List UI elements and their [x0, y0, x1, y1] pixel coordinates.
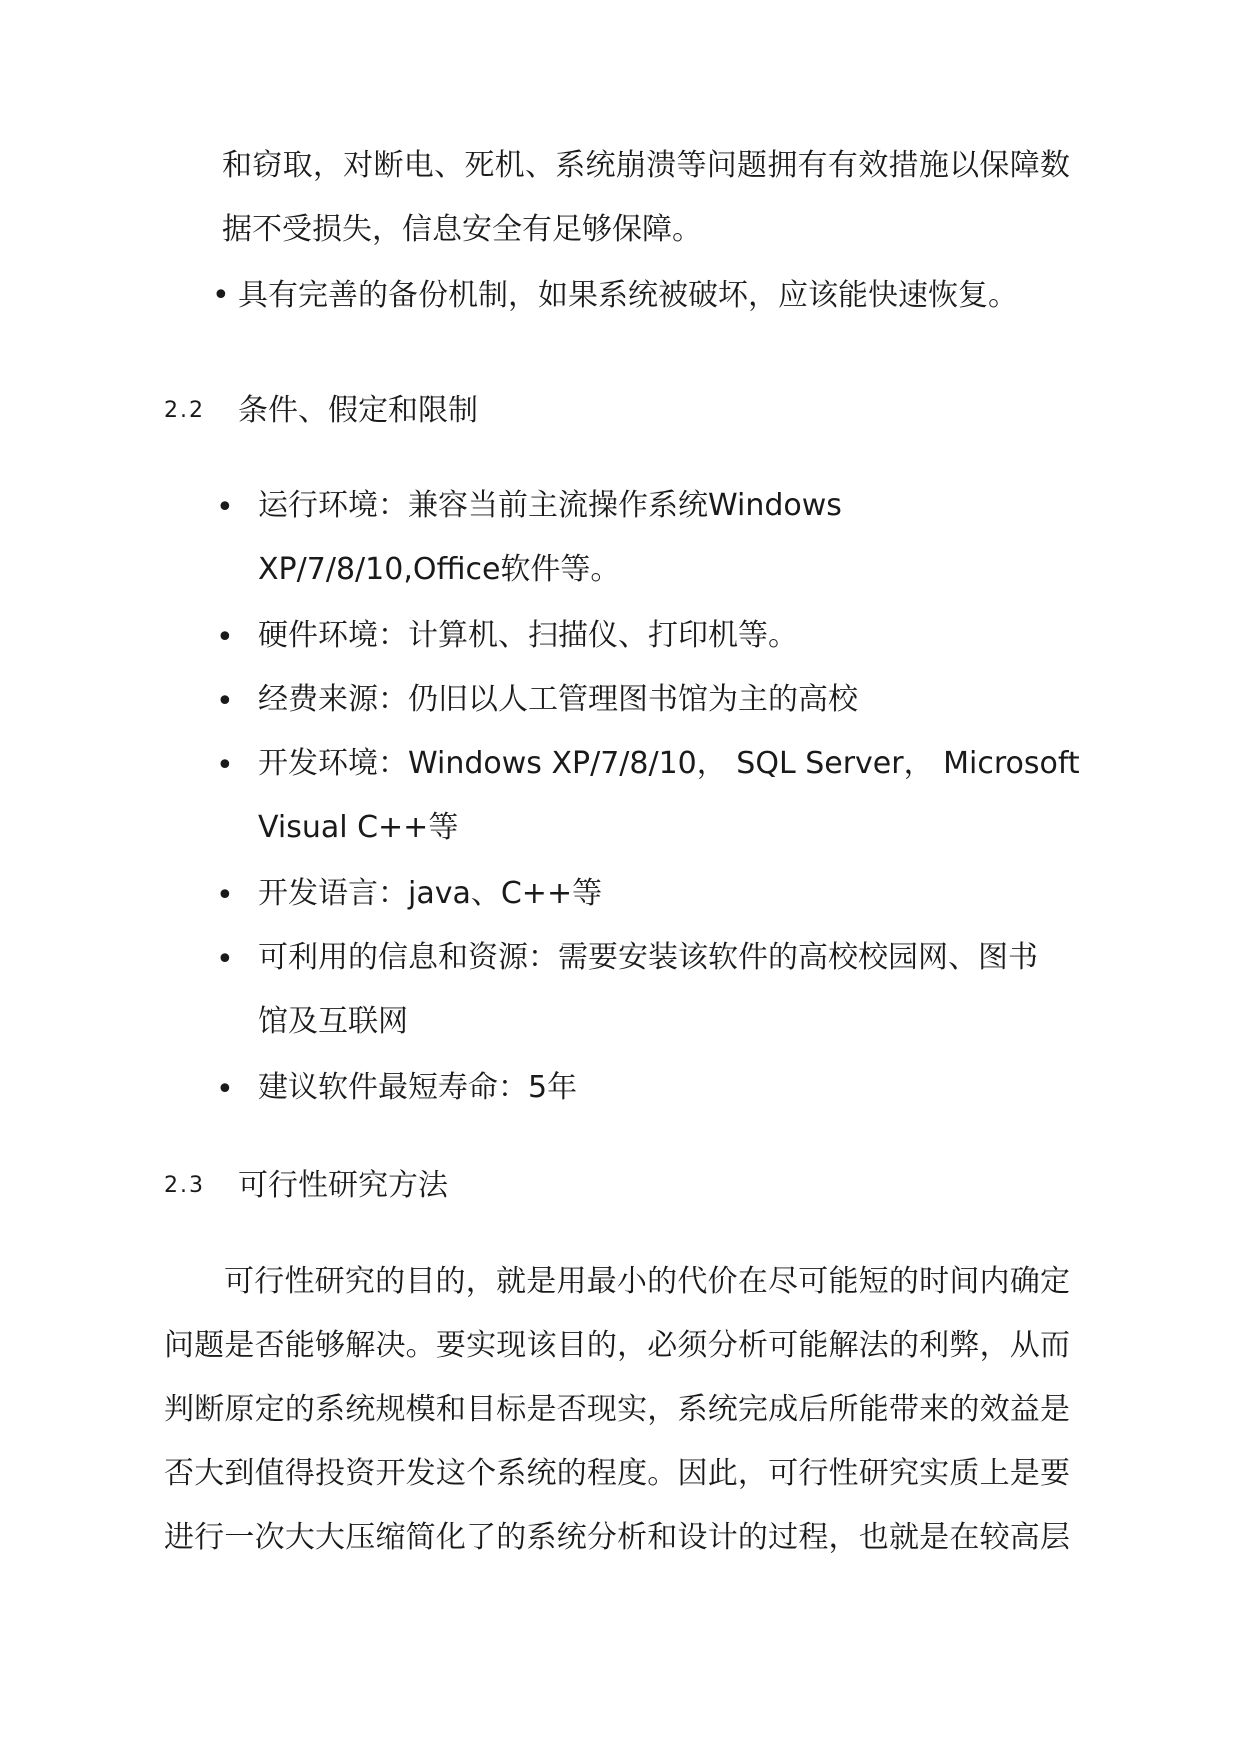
paragraph-line: 可行性研究的目的，就是用最小的代价在尽可能短的时间内确定	[224, 1264, 1070, 1299]
bullet-item: 经费来源：仍旧以人工管理图书馆为主的高校	[258, 682, 858, 717]
bullet-item: 可利用的信息和资源：需要安装该软件的高校校园网、图书	[258, 940, 1038, 975]
bullet-item-continuation: 馆及互联网	[258, 1004, 408, 1039]
paragraph-line: 和窃取，对断电、死机、系统崩溃等问题拥有有效措施以保障数	[222, 148, 1070, 183]
section-title: 条件、假定和限制	[238, 393, 478, 428]
bullet-dot: •	[212, 278, 230, 313]
paragraph-line: 问题是否能够解决。要实现该目的，必须分析可能解法的利弊，从而	[164, 1328, 1070, 1363]
bullet-dot: •	[216, 1072, 234, 1107]
bullet-dot: •	[216, 620, 234, 655]
section-number: 2.3	[164, 1173, 205, 1198]
bullet-dot: •	[216, 490, 234, 525]
section-title: 可行性研究方法	[238, 1168, 448, 1203]
paragraph-line: 据不受损失，信息安全有足够保障。	[222, 212, 702, 247]
bullet-dot: •	[216, 878, 234, 913]
bullet-dot: •	[216, 748, 234, 783]
bullet-item: 开发语言：java、C++等	[258, 876, 603, 911]
bullet-dot: •	[216, 684, 234, 719]
paragraph-line: 判断原定的系统规模和目标是否现实，系统完成后所能带来的效益是	[164, 1392, 1070, 1427]
bullet-item: 建议软件最短寿命：5年	[258, 1070, 578, 1105]
paragraph-line: 进行一次大大压缩简化了的系统分析和设计的过程，也就是在较高层	[164, 1520, 1070, 1555]
bullet-item: 硬件环境：计算机、扫描仪、打印机等。	[258, 618, 798, 653]
bullet-item: 开发环境：Windows XP/7/8/10， SQL Server， Microsoft	[258, 746, 1080, 781]
bullet-item: 运行环境：兼容当前主流操作系统Windows	[258, 488, 842, 523]
paragraph-line: 否大到值得投资开发这个系统的程度。因此，可行性研究实质上是要	[164, 1456, 1070, 1491]
section-number: 2.2	[164, 398, 205, 423]
bullet-dot: •	[216, 942, 234, 977]
bullet-item: 具有完善的备份机制，如果系统被破坏，应该能快速恢复。	[238, 278, 1018, 313]
bullet-item-continuation: XP/7/8/10,Office软件等。	[258, 552, 621, 587]
bullet-item-continuation: Visual C++等	[258, 810, 459, 845]
